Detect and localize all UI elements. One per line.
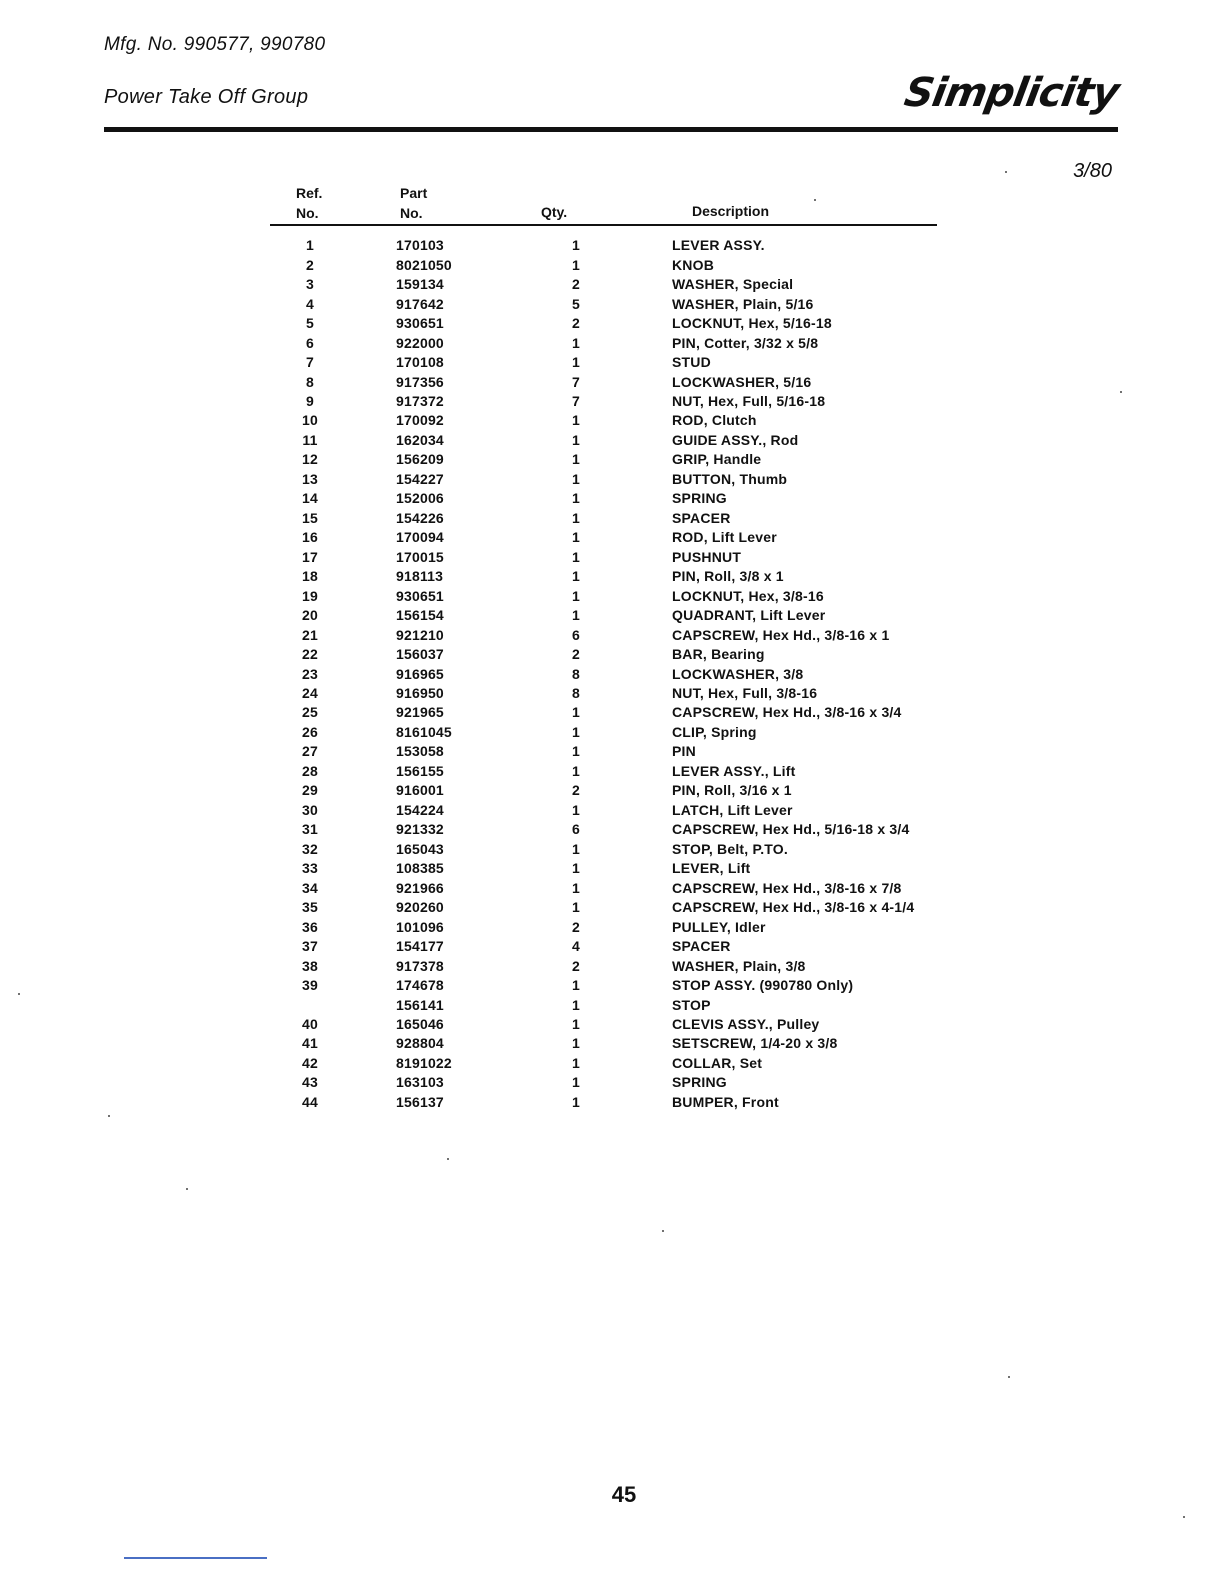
scan-speck — [814, 199, 816, 201]
ref-no-cell: 19 — [302, 587, 318, 604]
table-row — [270, 878, 914, 897]
qty-cell: 8 — [572, 665, 580, 682]
part-no-cell: 170015 — [396, 548, 444, 565]
qty-cell: 2 — [572, 918, 580, 935]
part-no-cell: 108385 — [396, 860, 444, 877]
table-row — [270, 1093, 914, 1112]
ref-no-cell: 40 — [302, 1015, 318, 1032]
qty-cell: 1 — [572, 1035, 580, 1052]
parts-table — [270, 236, 914, 1112]
table-header-rule — [270, 224, 937, 226]
table-row — [270, 431, 914, 450]
part-no-cell: 156137 — [396, 1093, 444, 1110]
part-no-cell: 156209 — [396, 451, 444, 468]
description-cell: LOCKNUT, Hex, 3/8-16 — [672, 587, 824, 604]
table-row — [270, 528, 914, 547]
ref-no-cell: 4 — [306, 295, 314, 312]
table-row — [270, 898, 914, 917]
ref-no-cell: 35 — [302, 899, 318, 916]
qty-cell: 1 — [572, 237, 580, 254]
description-cell: BUMPER, Front — [672, 1093, 779, 1110]
description-cell: PULLEY, Idler — [672, 918, 766, 935]
table-row — [270, 314, 914, 333]
ref-no-cell: 24 — [302, 685, 318, 702]
part-no-cell: 174678 — [396, 977, 444, 994]
ref-no-cell: 21 — [302, 626, 318, 643]
description-cell: LOCKWASHER, 3/8 — [672, 665, 804, 682]
description-cell: KNOB — [672, 256, 715, 273]
ref-no-cell: 37 — [302, 938, 318, 955]
qty-cell: 1 — [572, 1054, 580, 1071]
table-row — [270, 762, 914, 781]
description-cell: SETSCREW, 1/4-20 x 3/8 — [672, 1035, 838, 1052]
qty-cell: 6 — [572, 821, 580, 838]
qty-cell: 1 — [572, 996, 580, 1013]
qty-cell: 5 — [572, 295, 580, 312]
description-cell: NUT, Hex, Full, 3/8-16 — [672, 685, 818, 702]
column-header-part — [400, 183, 427, 223]
revision-date: 3/80 — [1073, 160, 1112, 182]
ref-no-cell: 26 — [302, 723, 318, 740]
table-row — [270, 917, 914, 936]
description-cell: ROD, Clutch — [672, 412, 757, 429]
description-cell: GUIDE ASSY., Rod — [672, 431, 799, 448]
qty-cell: 1 — [572, 587, 580, 604]
table-row — [270, 275, 914, 294]
table-row — [270, 509, 914, 528]
description-cell: PIN, Roll, 3/16 x 1 — [672, 782, 792, 799]
scan-speck — [186, 1188, 188, 1190]
ref-no-cell: 31 — [302, 821, 318, 838]
ref-no-cell: 8 — [306, 373, 314, 390]
part-no-cell: 930651 — [396, 315, 444, 332]
mfg-number: Mfg. No. 990577, 990780 — [104, 34, 326, 55]
ref-no-cell: 17 — [302, 548, 318, 565]
qty-cell: 1 — [572, 1093, 580, 1110]
description-cell: CLEVIS ASSY., Pulley — [672, 1015, 820, 1032]
qty-cell: 1 — [572, 899, 580, 916]
description-cell: LATCH, Lift Lever — [672, 801, 793, 818]
part-no-cell: 918113 — [396, 568, 444, 585]
ref-no-cell: 25 — [302, 704, 318, 721]
scan-speck — [1008, 1376, 1010, 1378]
ref-no-cell: 13 — [302, 470, 318, 487]
ref-no-cell: 29 — [302, 782, 318, 799]
part-no-cell: 916001 — [396, 782, 444, 799]
description-cell: STOP — [672, 996, 711, 1013]
part-no-cell: 921966 — [396, 879, 444, 896]
ref-no-cell: 9 — [306, 392, 314, 409]
qty-cell: 2 — [572, 782, 580, 799]
description-cell: PIN — [672, 743, 696, 760]
ref-no-cell: 42 — [302, 1054, 318, 1071]
part-no-cell: 917356 — [396, 373, 444, 390]
ref-no-cell: 36 — [302, 918, 318, 935]
table-row — [270, 664, 914, 683]
table-row — [270, 236, 914, 255]
part-no-cell: 165043 — [396, 840, 444, 857]
qty-cell: 2 — [572, 315, 580, 332]
qty-cell: 1 — [572, 1015, 580, 1032]
part-no-cell: 154177 — [396, 938, 444, 955]
part-no-cell: 917378 — [396, 957, 444, 974]
ref-no-cell: 2 — [306, 256, 314, 273]
scan-speck — [18, 993, 20, 995]
table-row — [270, 801, 914, 820]
description-cell: ROD, Lift Lever — [672, 529, 777, 546]
part-no-cell: 170092 — [396, 412, 444, 429]
part-no-cell: 156154 — [396, 607, 444, 624]
ref-no-cell: 30 — [302, 801, 318, 818]
table-row — [270, 840, 914, 859]
qty-cell: 1 — [572, 470, 580, 487]
ref-no-cell: 28 — [302, 762, 318, 779]
qty-cell: 1 — [572, 548, 580, 565]
table-row — [270, 859, 914, 878]
description-cell: COLLAR, Set — [672, 1054, 763, 1071]
column-header-ref-line2: No. — [296, 205, 319, 221]
description-cell: STOP ASSY. (990780 Only) — [672, 977, 854, 994]
part-no-cell: 921965 — [396, 704, 444, 721]
description-cell: STOP, Belt, P.TO. — [672, 840, 788, 857]
ref-no-cell: 38 — [302, 957, 318, 974]
table-row — [270, 1015, 914, 1034]
part-no-cell: 154226 — [396, 509, 444, 526]
table-row — [270, 1073, 914, 1092]
part-no-cell: 159134 — [396, 276, 444, 293]
table-row — [270, 703, 914, 722]
part-no-cell: 930651 — [396, 587, 444, 604]
table-row — [270, 645, 914, 664]
description-cell: WASHER, Plain, 3/8 — [672, 957, 806, 974]
qty-cell: 4 — [572, 938, 580, 955]
table-row — [270, 684, 914, 703]
table-row — [270, 450, 914, 469]
table-row — [270, 781, 914, 800]
description-cell: BAR, Bearing — [672, 646, 765, 663]
table-row — [270, 625, 914, 644]
table-row — [270, 392, 914, 411]
group-title: Power Take Off Group — [104, 86, 309, 108]
qty-cell: 1 — [572, 451, 580, 468]
scan-speck — [1183, 1516, 1185, 1518]
description-cell: NUT, Hex, Full, 5/16-18 — [672, 392, 826, 409]
ref-no-cell: 22 — [302, 646, 318, 663]
bottom-edge-line — [124, 1557, 267, 1559]
part-no-cell: 928804 — [396, 1035, 444, 1052]
part-no-cell: 922000 — [396, 334, 444, 351]
parts-table-body — [270, 236, 914, 1112]
part-no-cell: 8191022 — [396, 1054, 452, 1071]
scan-speck — [108, 1115, 110, 1117]
part-no-cell: 921332 — [396, 821, 444, 838]
table-row — [270, 333, 914, 352]
qty-cell: 1 — [572, 334, 580, 351]
column-header-description: Description — [692, 203, 770, 219]
qty-cell: 6 — [572, 626, 580, 643]
qty-cell: 1 — [572, 568, 580, 585]
qty-cell: 7 — [572, 392, 580, 409]
description-cell: SPRING — [672, 490, 727, 507]
ref-no-cell: 3 — [306, 276, 314, 293]
description-cell: CAPSCREW, Hex Hd., 3/8-16 x 3/4 — [672, 704, 902, 721]
scan-speck — [1005, 171, 1007, 173]
ref-no-cell: 5 — [306, 315, 314, 332]
part-no-cell: 165046 — [396, 1015, 444, 1032]
qty-cell: 1 — [572, 431, 580, 448]
table-row — [270, 956, 914, 975]
description-cell: SPRING — [672, 1074, 727, 1091]
column-header-ref — [296, 183, 322, 223]
table-row — [270, 586, 914, 605]
description-cell: PIN, Cotter, 3/32 x 5/8 — [672, 334, 819, 351]
part-no-cell: 917372 — [396, 392, 444, 409]
part-no-cell: 163103 — [396, 1074, 444, 1091]
table-row — [270, 742, 914, 761]
description-cell: LEVER ASSY., Lift — [672, 762, 796, 779]
qty-cell: 1 — [572, 529, 580, 546]
ref-no-cell: 16 — [302, 529, 318, 546]
table-row — [270, 1054, 914, 1073]
description-cell: CAPSCREW, Hex Hd., 3/8-16 x 1 — [672, 626, 890, 643]
qty-cell: 1 — [572, 354, 580, 371]
qty-cell: 2 — [572, 646, 580, 663]
ref-no-cell: 1 — [306, 237, 314, 254]
table-row — [270, 820, 914, 839]
qty-cell: 7 — [572, 373, 580, 390]
qty-cell: 1 — [572, 801, 580, 818]
part-no-cell: 162034 — [396, 431, 444, 448]
column-header-part-line2: No. — [400, 205, 423, 221]
ref-no-cell: 44 — [302, 1093, 318, 1110]
part-no-cell: 154224 — [396, 801, 444, 818]
brand-logo: Simplicity — [901, 70, 1123, 116]
qty-cell: 2 — [572, 276, 580, 293]
ref-no-cell: 41 — [302, 1035, 318, 1052]
qty-cell: 8 — [572, 685, 580, 702]
part-no-cell: 920260 — [396, 899, 444, 916]
part-no-cell: 170094 — [396, 529, 444, 546]
column-header-part-line1: Part — [400, 185, 428, 201]
ref-no-cell: 43 — [302, 1074, 318, 1091]
description-cell: QUADRANT, Lift Lever — [672, 607, 826, 624]
description-cell: STUD — [672, 354, 711, 371]
ref-no-cell: 39 — [302, 977, 318, 994]
description-cell: GRIP, Handle — [672, 451, 762, 468]
qty-cell: 1 — [572, 704, 580, 721]
page-number: 45 — [611, 1482, 637, 1507]
part-no-cell: 156155 — [396, 762, 444, 779]
ref-no-cell: 33 — [302, 860, 318, 877]
table-row — [270, 606, 914, 625]
part-no-cell: 170103 — [396, 237, 444, 254]
description-cell: CAPSCREW, Hex Hd., 3/8-16 x 7/8 — [672, 879, 902, 896]
description-cell: PUSHNUT — [672, 548, 742, 565]
ref-no-cell — [270, 995, 350, 1014]
table-row — [270, 372, 914, 391]
qty-cell: 1 — [572, 509, 580, 526]
table-row — [270, 548, 914, 567]
qty-cell: 1 — [572, 743, 580, 760]
column-header-ref-line1: Ref. — [296, 185, 323, 201]
table-row — [270, 470, 914, 489]
part-no-cell: 156037 — [396, 646, 444, 663]
qty-cell: 1 — [572, 607, 580, 624]
scan-speck — [662, 1230, 664, 1232]
ref-no-cell: 20 — [302, 607, 318, 624]
ref-no-cell: 14 — [302, 490, 318, 507]
part-no-cell: 917642 — [396, 295, 444, 312]
ref-no-cell: 15 — [302, 509, 318, 526]
qty-cell: 1 — [572, 723, 580, 740]
qty-cell: 1 — [572, 412, 580, 429]
table-row — [270, 411, 914, 430]
table-row — [270, 353, 914, 372]
description-cell: SPACER — [672, 938, 731, 955]
part-no-cell: 8021050 — [396, 256, 452, 273]
description-cell: PIN, Roll, 3/8 x 1 — [672, 568, 784, 585]
scan-speck — [1120, 391, 1122, 393]
description-cell: CLIP, Spring — [672, 723, 757, 740]
ref-no-cell: 11 — [302, 431, 318, 448]
qty-cell: 2 — [572, 957, 580, 974]
ref-no-cell: 23 — [302, 665, 318, 682]
table-row — [270, 976, 914, 995]
table-row — [270, 1034, 914, 1053]
table-row — [270, 255, 914, 274]
part-no-cell: 152006 — [396, 490, 444, 507]
ref-no-cell: 7 — [306, 354, 314, 371]
table-row — [270, 294, 914, 313]
part-no-cell: 916965 — [396, 665, 444, 682]
part-no-cell: 921210 — [396, 626, 444, 643]
part-no-cell: 153058 — [396, 743, 444, 760]
part-no-cell: 8161045 — [396, 723, 452, 740]
qty-cell: 1 — [572, 490, 580, 507]
description-cell: LEVER ASSY. — [672, 237, 765, 254]
scan-speck — [447, 1158, 449, 1160]
table-row — [270, 937, 914, 956]
qty-cell: 1 — [572, 840, 580, 857]
description-cell: LOCKWASHER, 5/16 — [672, 373, 812, 390]
part-no-cell: 916950 — [396, 685, 444, 702]
description-cell: SPACER — [672, 509, 731, 526]
ref-no-cell: 32 — [302, 840, 318, 857]
ref-no-cell: 18 — [302, 568, 318, 585]
qty-cell: 1 — [572, 860, 580, 877]
part-no-cell: 156141 — [396, 996, 444, 1013]
table-row — [270, 995, 914, 1014]
header-rule — [104, 127, 1118, 132]
part-no-cell: 154227 — [396, 470, 444, 487]
ref-no-cell: 34 — [302, 879, 318, 896]
description-cell: LEVER, Lift — [672, 860, 751, 877]
description-cell: LOCKNUT, Hex, 5/16-18 — [672, 315, 832, 332]
ref-no-cell: 6 — [306, 334, 314, 351]
qty-cell: 1 — [572, 256, 580, 273]
qty-cell: 1 — [572, 879, 580, 896]
description-cell: CAPSCREW, Hex Hd., 5/16-18 x 3/4 — [672, 821, 910, 838]
part-no-cell: 101096 — [396, 918, 444, 935]
description-cell: BUTTON, Thumb — [672, 470, 788, 487]
description-cell: WASHER, Plain, 5/16 — [672, 295, 814, 312]
qty-cell: 1 — [572, 977, 580, 994]
description-cell: CAPSCREW, Hex Hd., 3/8-16 x 4-1/4 — [672, 899, 915, 916]
qty-cell: 1 — [572, 1074, 580, 1091]
table-row — [270, 489, 914, 508]
ref-no-cell: 12 — [302, 451, 318, 468]
ref-no-cell: 27 — [302, 743, 318, 760]
ref-no-cell: 10 — [302, 412, 318, 429]
table-row — [270, 567, 914, 586]
description-cell: WASHER, Special — [672, 276, 794, 293]
table-row — [270, 723, 914, 742]
column-header-qty: Qty. — [541, 204, 568, 220]
qty-cell: 1 — [572, 762, 580, 779]
part-no-cell: 170108 — [396, 354, 444, 371]
